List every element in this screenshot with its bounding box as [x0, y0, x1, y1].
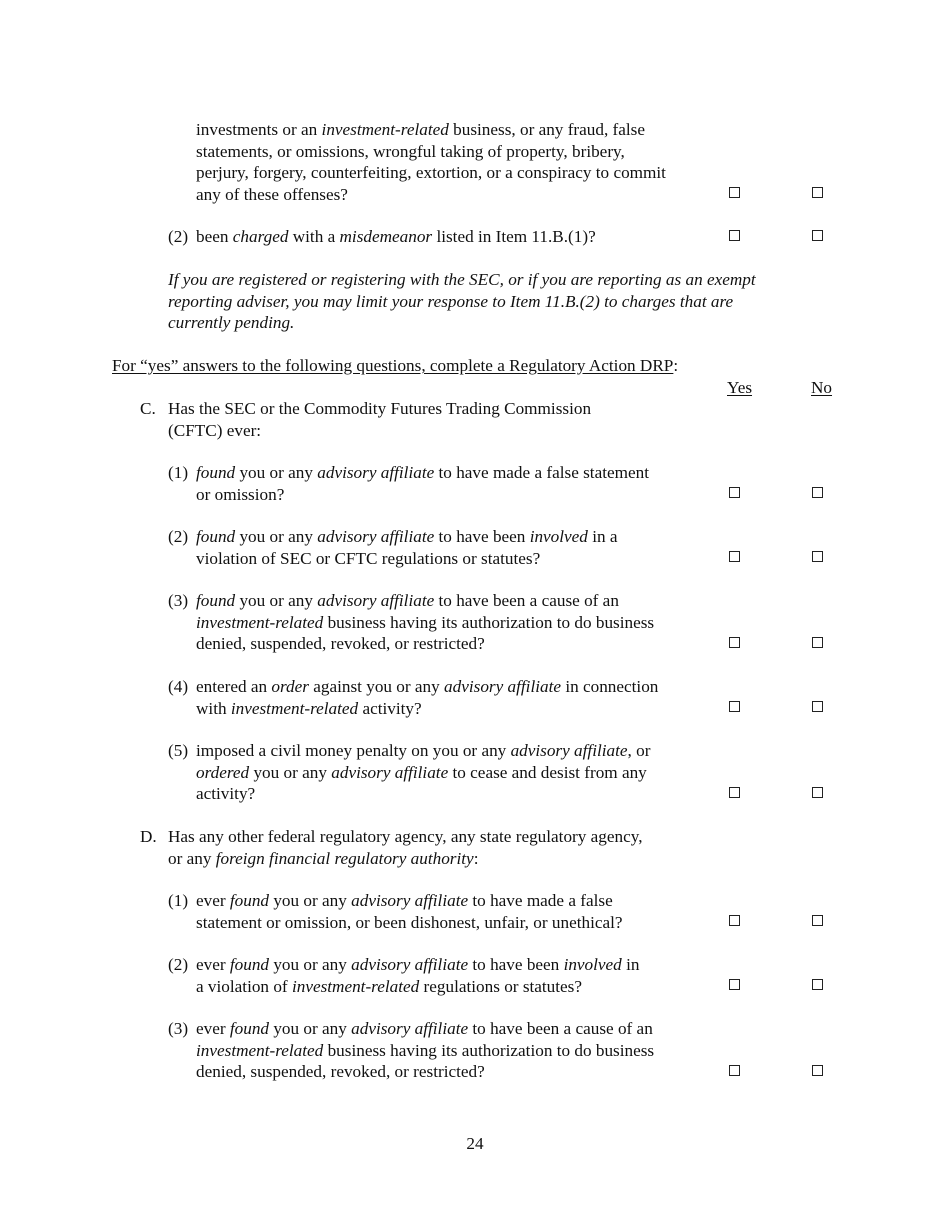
yes-column-header: Yes	[727, 378, 753, 397]
text-line: found you or any advisory affiliate to have made a false statement	[196, 463, 649, 482]
text-line: entered an order against you or any advisory affiliate in connection	[196, 677, 659, 696]
item-c1-no-checkbox[interactable]	[812, 487, 823, 498]
item-c4-question	[196, 676, 658, 719]
item-d1-question	[196, 890, 623, 933]
item-number: (3)	[168, 1019, 189, 1038]
text-line: or any foreign financial regulatory authority:	[168, 848, 479, 868]
item-c5-yes-checkbox[interactable]	[729, 787, 740, 798]
item-number: (1)	[168, 463, 189, 482]
text-line: investment-related business having its authorization to do business	[196, 612, 655, 632]
text-line: statement or omission, or been dishonest, unfair, or unethical?	[196, 912, 623, 932]
text-line: Has the SEC or the Commodity Futures Trading Commission	[168, 399, 592, 418]
text-line: activity?	[196, 784, 256, 803]
item-number: (3)	[168, 591, 189, 610]
item-c2-no-checkbox[interactable]	[812, 551, 823, 562]
item-b1-yes-checkbox[interactable]	[729, 187, 740, 198]
text-line: investment-related business having its authorization to do business	[196, 1040, 655, 1060]
item-b2-yes-checkbox[interactable]	[729, 230, 740, 241]
section-letter: D.	[140, 827, 157, 846]
item-c4-yes-checkbox[interactable]	[729, 701, 740, 712]
page-number: 24	[466, 1134, 484, 1153]
text-line: denied, suspended, revoked, or restricted?	[196, 1062, 485, 1081]
text-line: found you or any advisory affiliate to have been involved in a	[196, 527, 618, 546]
text-line: (CFTC) ever:	[168, 420, 262, 440]
text-line: statements, or omissions, wrongful taking of property, bribery,	[196, 141, 625, 161]
text-line: reporting adviser, you may limit your response to Item 11.B.(2) to charges that are	[168, 291, 734, 311]
section-c-question	[168, 398, 591, 441]
item-number: (5)	[168, 741, 189, 760]
no-column-header: No	[811, 378, 833, 397]
text-line: ever found you or any advisory affiliate to have been a cause of an	[196, 1019, 653, 1038]
item-c5-question	[196, 740, 650, 805]
section-d-question	[168, 826, 643, 869]
text-line: a violation of investment-related regulations or statutes?	[196, 976, 582, 996]
section-letter: C.	[140, 399, 156, 418]
text-line: ever found you or any advisory affiliate to have been involved in	[196, 955, 640, 974]
item-d1-no-checkbox[interactable]	[812, 915, 823, 926]
text-line: imposed a civil money penalty on you or any advisory affiliate, or	[196, 741, 651, 760]
item-b2-note	[168, 269, 756, 334]
item-d2-no-checkbox[interactable]	[812, 979, 823, 990]
text-line: ordered you or any advisory affiliate to cease and desist from any	[196, 762, 647, 782]
item-b1-no-checkbox[interactable]	[812, 187, 823, 198]
item-d2-yes-checkbox[interactable]	[729, 979, 740, 990]
item-b2-no-checkbox[interactable]	[812, 230, 823, 241]
item-c1-yes-checkbox[interactable]	[729, 487, 740, 498]
item-d3-yes-checkbox[interactable]	[729, 1065, 740, 1076]
text-line: or omission?	[196, 484, 285, 504]
item-d2-question	[196, 954, 639, 997]
item-number: (2)	[168, 527, 189, 546]
text-line: with investment-related activity?	[196, 698, 422, 718]
text-line: perjury, forgery, counterfeiting, extortion, or a conspiracy to commit	[196, 163, 666, 182]
item-c3-no-checkbox[interactable]	[812, 637, 823, 648]
text-line: currently pending.	[168, 313, 295, 332]
item-d3-question	[196, 1018, 654, 1083]
item-d3-no-checkbox[interactable]	[812, 1065, 823, 1076]
item-number: (1)	[168, 891, 189, 910]
text-line: Has any other federal regulatory agency, any state regulatory agency,	[168, 827, 643, 846]
item-c5-no-checkbox[interactable]	[812, 787, 823, 798]
item-b2-question	[196, 226, 596, 248]
drp-instruction: For “yes” answers to the following questions, complete a Regulatory Action DRP:	[112, 356, 679, 375]
text-line: ever found you or any advisory affiliate to have made a false	[196, 891, 613, 910]
text-line: investments or an investment-related business, or any fraud, false	[196, 120, 645, 139]
item-c3-yes-checkbox[interactable]	[729, 637, 740, 648]
item-c2-yes-checkbox[interactable]	[729, 551, 740, 562]
text-line: violation of SEC or CFTC regulations or statutes?	[196, 548, 541, 568]
item-number: (2)	[168, 955, 189, 974]
text-line: any of these offenses?	[196, 184, 348, 204]
item-c2-question	[196, 526, 618, 569]
item-number: (4)	[168, 677, 189, 696]
item-b1-continuation	[196, 119, 666, 205]
text-line: found you or any advisory affiliate to have been a cause of an	[196, 591, 619, 610]
item-number: (2)	[168, 227, 189, 246]
text-line: denied, suspended, revoked, or restricted?	[196, 634, 485, 653]
item-c1-question	[196, 462, 649, 505]
text-line: If you are registered or registering with the SEC, or if you are reporting as an exempt	[168, 270, 756, 289]
text-line: been charged with a misdemeanor listed in Item 11.B.(1)?	[196, 227, 596, 246]
item-d1-yes-checkbox[interactable]	[729, 915, 740, 926]
item-c4-no-checkbox[interactable]	[812, 701, 823, 712]
item-c3-question	[196, 590, 654, 655]
